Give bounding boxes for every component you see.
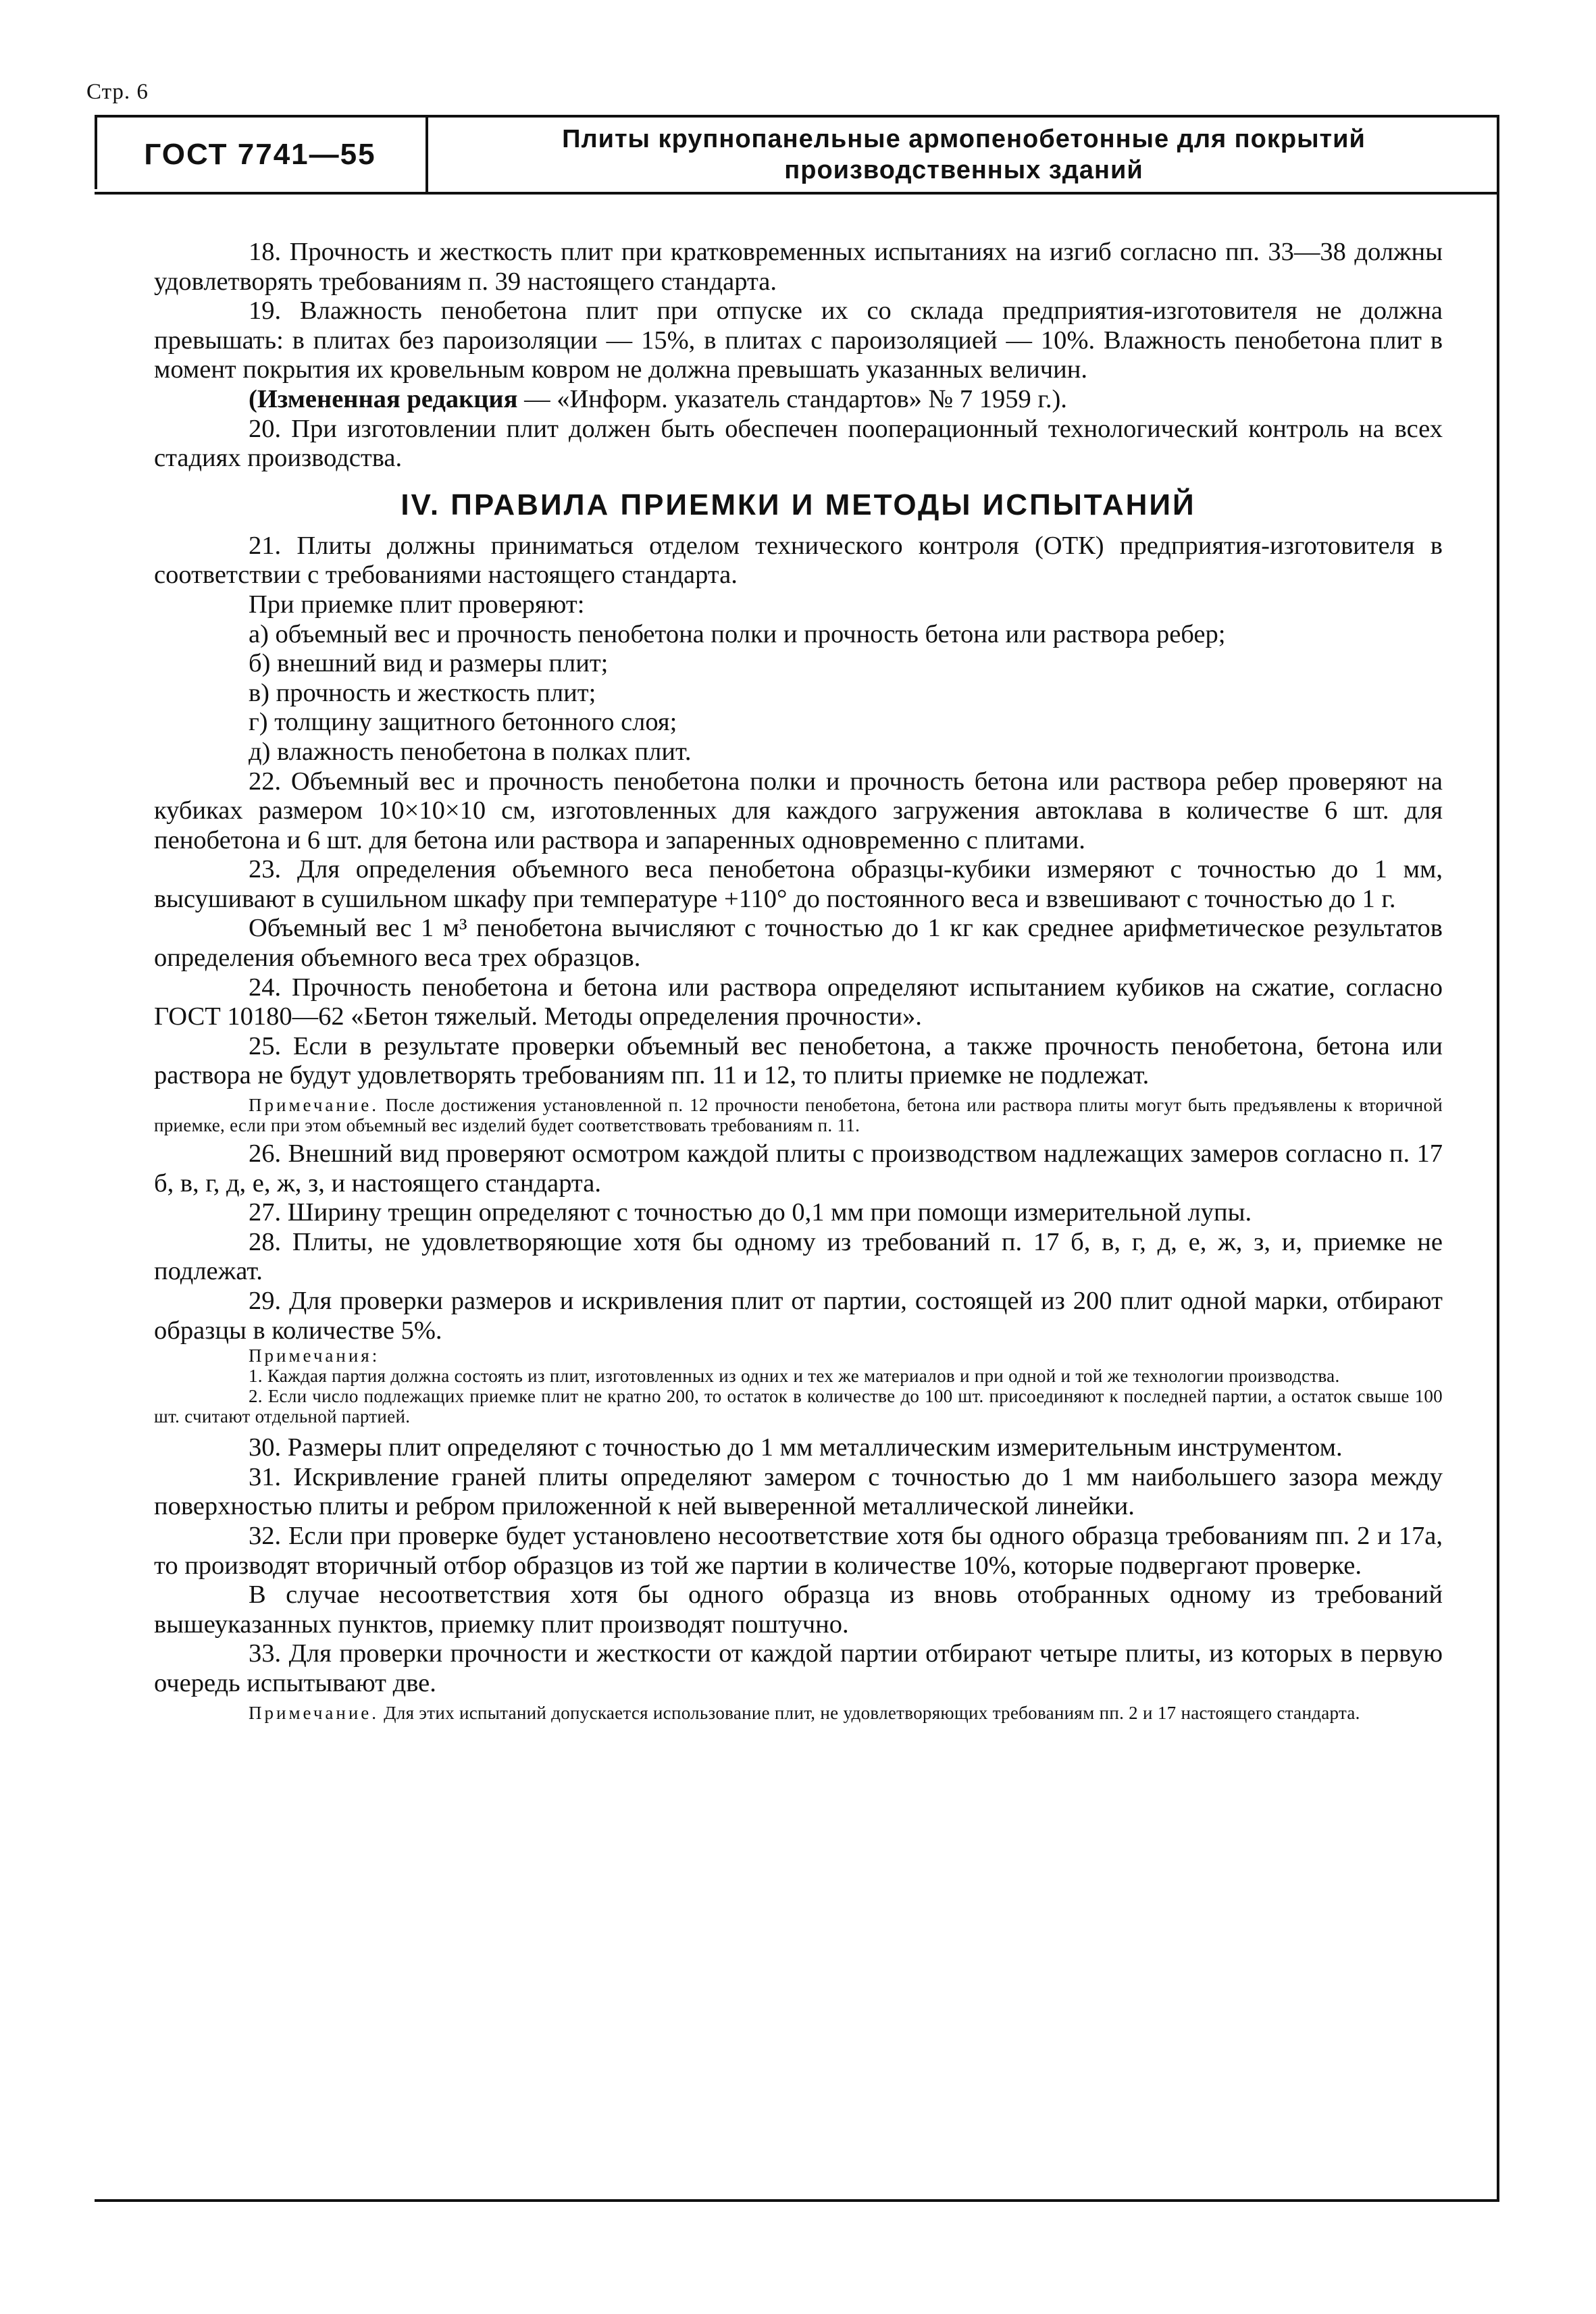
clause-32: 32. Если при проверке будет установлено несоответствие хотя бы одного образца требованиям пп. 2 и 17а, то производят вторичный отбор образцов из той же партии в количестве 10%, которые подвергают проверке. — [154, 1521, 1443, 1580]
note-33-text: Для этих испытаний допускается использование плит, не удовлетворяющих требованиям пп. 2 и 17 настоящего стандарта. — [379, 1702, 1360, 1723]
document-header — [95, 115, 1499, 195]
edited-note — [154, 385, 1443, 415]
note-25 — [154, 1095, 1443, 1135]
clause-23-continuation: Объемный вес 1 м³ пенобетона вычисляют с точностью до 1 кг как среднее арифметическое результатов определения объемного веса трех образцов. — [154, 914, 1443, 973]
note-33 — [154, 1703, 1443, 1723]
clause-23: 23. Для определения объемного веса пенобетона образцы-кубики измеряют с точностью до 1 мм, высушивают в сушильном шкафу при температуре +110° до постоянного веса и взвешивают с точностью до 1 г. — [154, 855, 1443, 913]
clause-29: 29. Для проверки размеров и искривления плит от партии, состоящей из 200 плит одной марки, отбирают образцы в количестве 5%. — [154, 1287, 1443, 1345]
clause-33: 33. Для проверки прочности и жесткости от каждой партии отбирают четыре плиты, из которых в первую очередь испытывают две. — [154, 1639, 1443, 1697]
clause-26: 26. Внешний вид проверяют осмотром каждой плиты с производством надлежащих замеров согласно п. 17 б, в, г, д, е, ж, з, и настоящего стандарта. — [154, 1139, 1443, 1198]
gost-number: ГОСТ 7741—55 — [95, 118, 428, 192]
page-body — [154, 238, 1443, 1727]
right-margin-rule — [1497, 115, 1499, 2202]
clause-25: 25. Если в результате проверки объемный вес пенобетона, а также прочность пенобетона, бетона или раствора не будут удовлетворять требованиям пп. 11 и 12, то плиты приемке не подлежат. — [154, 1031, 1443, 1090]
clause-28: 28. Плиты, не удовлетворяющие хотя бы одному из требований п. 17 б, в, г, д, е, ж, з, и, приемке не подлежат. — [154, 1227, 1443, 1286]
edited-note-text: — «Информ. указатель стандартов» № 7 1959 г.). — [517, 384, 1067, 413]
clause-21-item-b: б) внешний вид и размеры плит; — [249, 649, 609, 678]
note-25-label: Примечание. — [249, 1095, 380, 1116]
clause-20: 20. При изготовлении плит должен быть обеспечен пооперационный технологический контроль на всех стадиях производства. — [154, 414, 1443, 473]
section-heading: IV. ПРАВИЛА ПРИЕМКИ И МЕТОДЫ ИСПЫТАНИЙ — [401, 488, 1196, 521]
clause-22: 22. Объемный вес и прочность пенобетона полки и прочность бетона или раствора ребер проверяют на кубиках размером 10×10×10 см, изготовленных для каждого загружения автоклава в количестве 6 шт. для пенобетона и 6 шт. для бетона или раствора и запаренных одновременно с плитами. — [154, 767, 1443, 854]
notes-29-item-2: 2. Если число подлежащих приемке плит не кратно 200, то остаток в количестве до 100 шт. присоединяют к последней партии, а остаток свыше 100 шт. считают отдельной партией. — [154, 1386, 1443, 1427]
clause-21: 21. Плиты должны приниматься отделом технического контроля (ОТК) предприятия-изготовителя в соответствии с требованиями настоящего стандарта. — [154, 531, 1443, 590]
clause-21-item-g: г) толщину защитного бетонного слоя; — [249, 708, 677, 737]
bottom-rule — [95, 2199, 1499, 2202]
notes-29-label-text: Примечания: — [249, 1345, 380, 1366]
notes-29-item-1: 1. Каждая партия должна состоять из плит, изготовленных из одних и тех же материалов и при одной и той же технологии производства. — [249, 1366, 1340, 1387]
clause-24: 24. Прочность пенобетона и бетона или раствора определяют испытанием кубиков на сжатие, согласно ГОСТ 10180—62 «Бетон тяжелый. Методы определения прочности». — [154, 973, 1443, 1031]
clause-21-item-d: д) влажность пенобетона в полках плит. — [249, 737, 692, 766]
document-title-line2: производственных зданий — [784, 156, 1143, 184]
edited-note-label: (Измененная редакция — [249, 384, 518, 413]
document-title — [428, 118, 1499, 192]
note-33-label: Примечание. — [249, 1702, 380, 1723]
notes-29-label — [154, 1345, 1443, 1366]
clause-19: 19. Влажность пенобетона плит при отпуске их со склада предприятия-изготовителя не должна превышать: в плитах без пароизоляции — 15%, в плитах с пароизоляцией — 10%. Влажность пенобетона плит в момент покрытия их кровельным ковром не должна превышать указанных величин. — [154, 297, 1443, 384]
document-title-line1: Плиты крупнопанельные армопенобетонные для покрытий — [562, 125, 1366, 153]
clause-21-item-v: в) прочность и жесткость плит; — [249, 678, 596, 707]
clause-21-intro: При приемке плит проверяют: — [249, 590, 585, 619]
clause-30: 30. Размеры плит определяют с точностью до 1 мм металлическим измерительным инструментом. — [249, 1433, 1343, 1462]
clause-32-continuation: В случае несоответствия хотя бы одного образца из вновь отобранных одному из требований вышеуказанных пунктов, приемку плит производят поштучно. — [154, 1580, 1443, 1639]
clause-18: 18. Прочность и жесткость плит при кратковременных испытаниях на изгиб согласно пп. 33—38 должны удовлетворять требованиям п. 39 настоящего стандарта. — [154, 238, 1443, 296]
clause-31: 31. Искривление граней плиты определяют замером с точностью до 1 мм наибольшего зазора между поверхностью плиты и ребром приложенной к ней выверенной металлической линейки. — [154, 1462, 1443, 1521]
note-25-text: После достижения установленной п. 12 прочности пенобетона, бетона или раствора плиты могут быть предъявлены к вторичной приемке, если при этом объемный вес изделий будет соответствовать требованиям п. 11. — [154, 1095, 1443, 1136]
clause-21-item-a: а) объемный вес и прочность пенобетона полки и прочность бетона или раствора ребер; — [249, 619, 1226, 648]
clause-27: 27. Ширину трещин определяют с точностью до 0,1 мм при помощи измерительной лупы. — [249, 1198, 1252, 1227]
page-number: Стр. 6 — [86, 80, 149, 104]
